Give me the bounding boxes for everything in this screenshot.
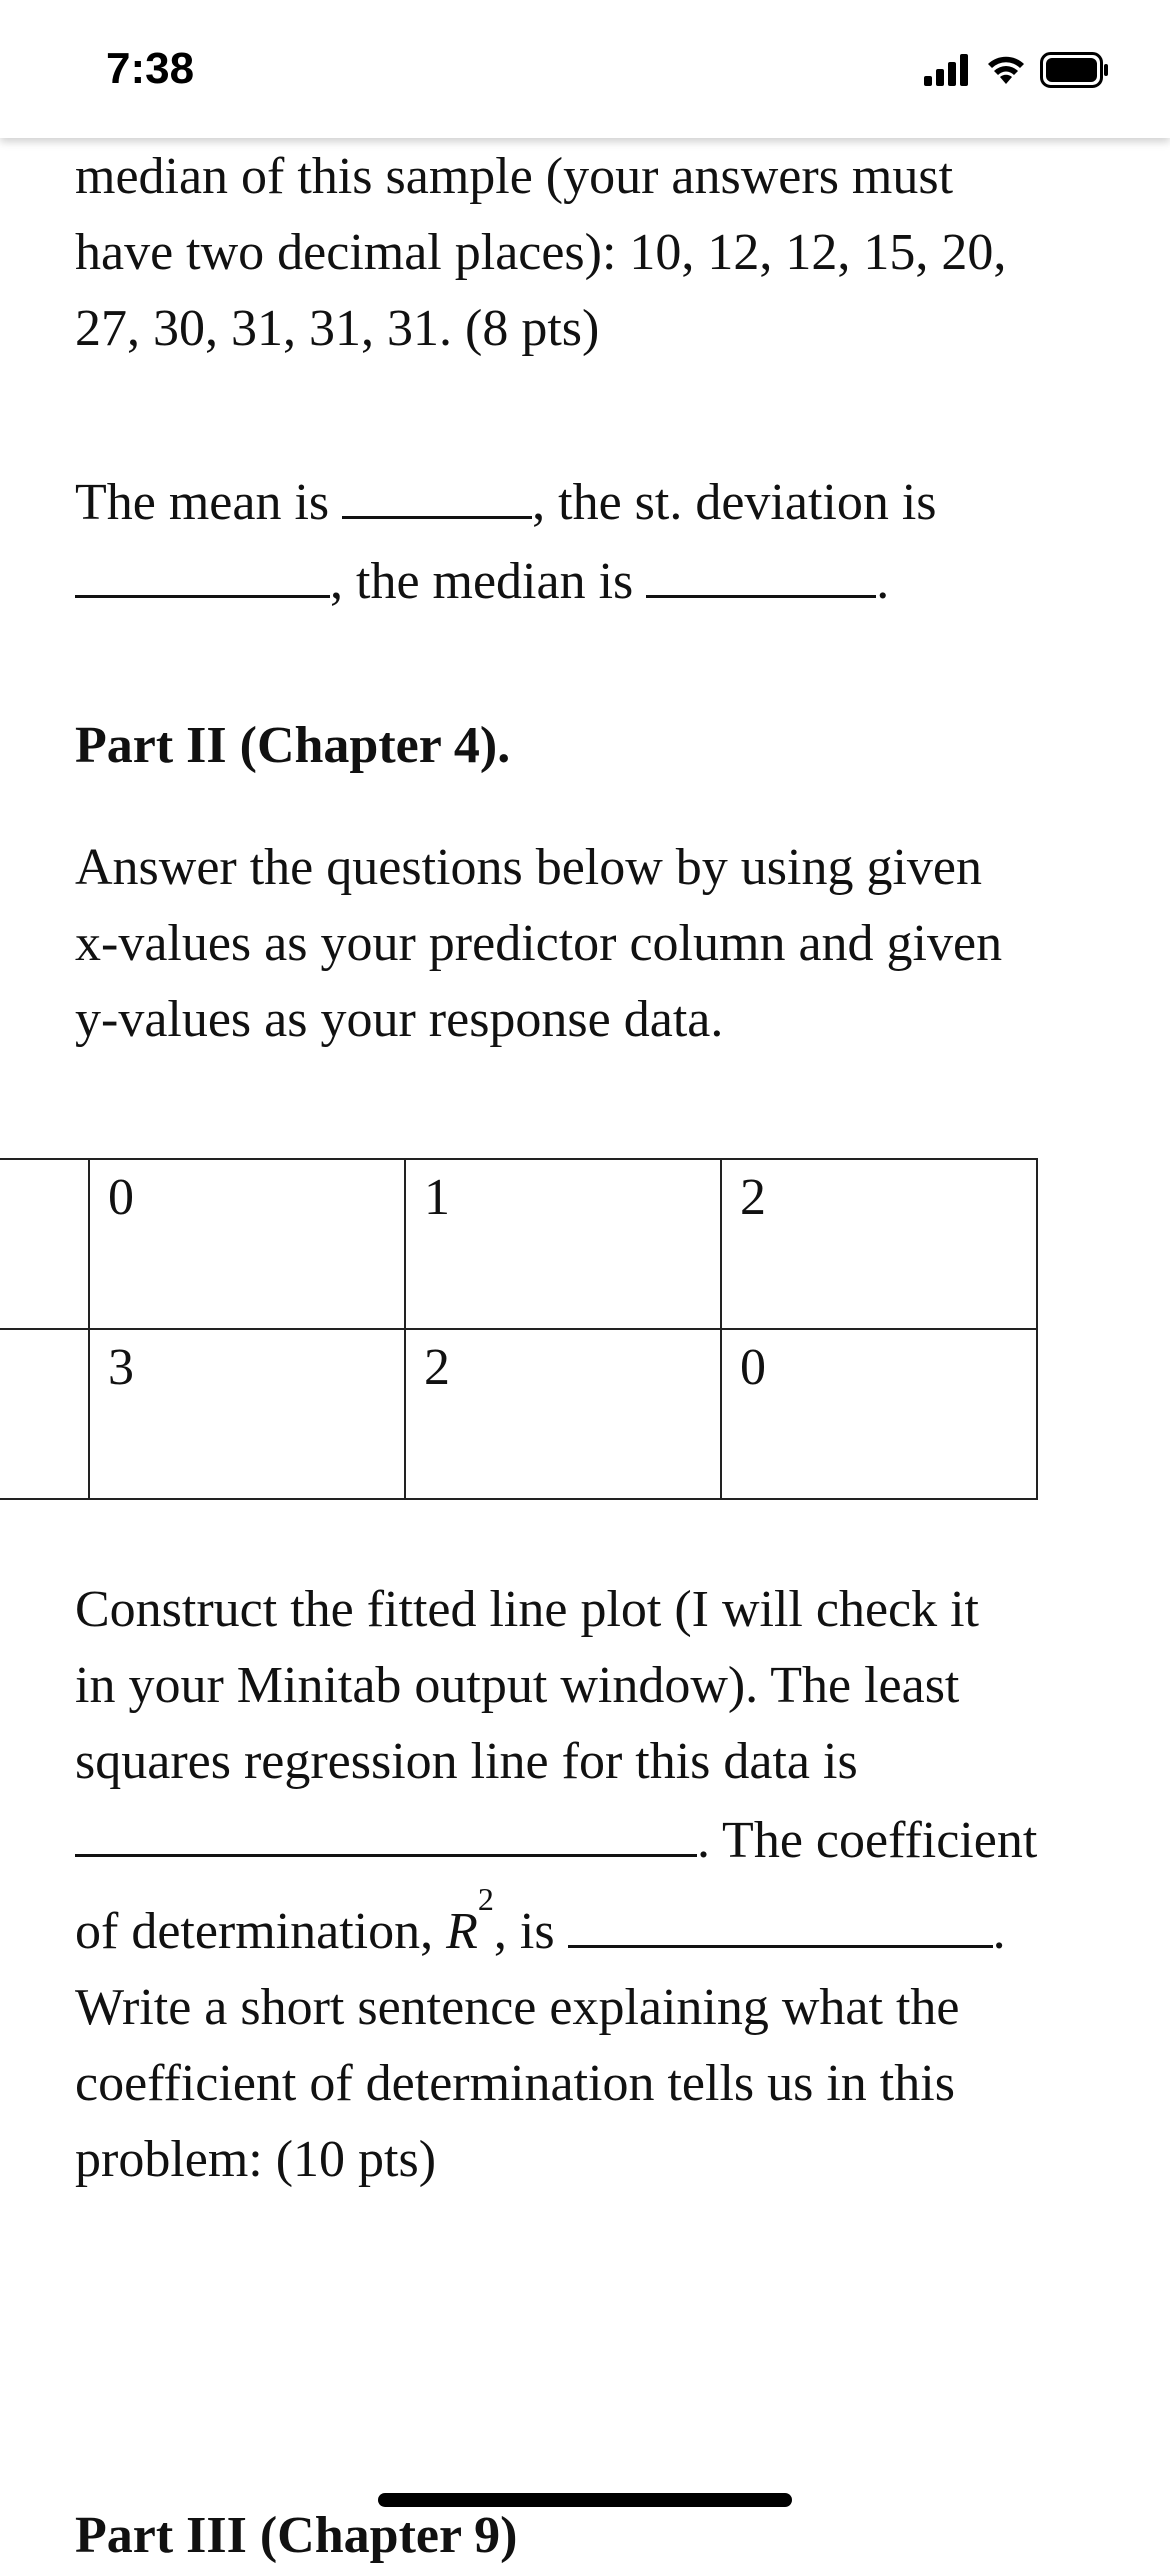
home-indicator[interactable]	[378, 2493, 792, 2507]
closing-line: Write a short sentence explaining what the	[75, 1979, 960, 2036]
table-row	[0, 1159, 1037, 1329]
r-squared-answer-blank[interactable]	[568, 1891, 993, 1948]
table-cell: 2	[721, 1159, 1037, 1329]
intro-line: 27, 30, 31, 31, 31. (8 pts)	[75, 300, 600, 357]
mean-answer-blank[interactable]	[342, 462, 532, 519]
regression-question	[75, 1572, 1115, 2198]
instruction-line: y-values as your response data.	[75, 991, 724, 1048]
regression-line: squares regression line for this data is	[75, 1733, 858, 1790]
table-cell	[0, 1159, 89, 1329]
table-cell: 0	[721, 1329, 1037, 1499]
wifi-icon	[986, 54, 1026, 86]
closing-line: problem: (10 pts)	[75, 2131, 437, 2188]
intro-line: have two decimal places): 10, 12, 12, 15, 20,	[75, 224, 1007, 281]
part2-instructions	[75, 830, 1115, 1058]
closing-line: coefficient of determination tells us in this	[75, 2055, 955, 2112]
regression-line: in your Minitab output window). The least	[75, 1657, 960, 1714]
stats-line-1: The mean is , the st. deviation is	[75, 462, 1115, 541]
regression-line-answer-blank[interactable]	[75, 1800, 697, 1857]
stats-question	[75, 462, 1115, 620]
instruction-line: Answer the questions below by using given	[75, 839, 983, 896]
part2-heading: Part II (Chapter 4).	[75, 717, 511, 774]
data-table	[0, 1158, 1038, 1500]
r-exponent: 2	[477, 1881, 494, 1917]
status-icons	[910, 52, 1110, 88]
table-row	[0, 1329, 1037, 1499]
st-deviation-answer-blank[interactable]	[75, 541, 330, 598]
status-bar	[0, 0, 1170, 138]
regression-line-4: . The coefficient	[75, 1800, 1115, 1879]
median-answer-blank[interactable]	[646, 541, 876, 598]
intro-paragraph	[75, 139, 1115, 367]
stats-line-2: , the median is .	[75, 541, 1115, 620]
table-cell: 3	[89, 1329, 405, 1499]
intro-line: median of this sample (your answers must	[75, 148, 954, 205]
regression-line: Construct the fitted line plot (I will check it	[75, 1581, 980, 1638]
table-cell: 2	[405, 1329, 721, 1499]
table-cell: 1	[405, 1159, 721, 1329]
r-squared-line: of determination, $R^2$, is .	[75, 1881, 1006, 1960]
part3-heading: Part III (Chapter 9)	[75, 2507, 518, 2564]
cellular-signal-icon	[924, 54, 972, 86]
instruction-line: x-values as your predictor column and given	[75, 915, 1003, 972]
r-symbol: R	[446, 1903, 478, 1960]
table-cell: 0	[89, 1159, 405, 1329]
status-time: 7:38	[106, 44, 195, 93]
table-cell	[0, 1329, 89, 1499]
battery-icon	[1040, 52, 1110, 88]
